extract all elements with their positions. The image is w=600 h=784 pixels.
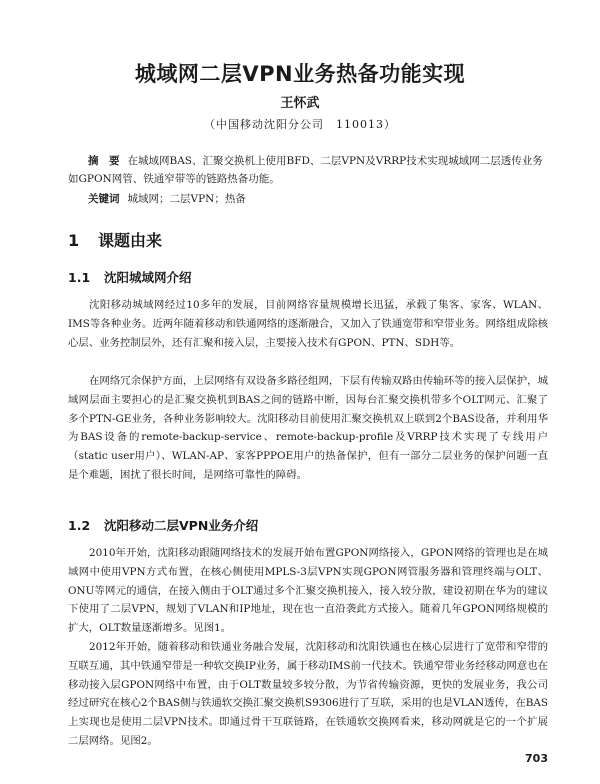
section-1-heading [68,228,162,251]
body-paragraph: 在网络冗余保护方面，上层网络有双设备多路径组网，下层有传输双路由传输环等的接入层保护，城域网层面主要担心的是汇聚交换机到BAS之间的链路中断，因每台汇聚交换机带多个OLT网元、汇聚了多个PTN-GE业务，各种业务影响较大。沈阳移动目前使用汇聚交换机双上联到2个BAS设备，并利用华为BAS设备的remote-backup-service、remote-backup-profile及VRRP技术实现了专线用户（static user用户）、WLAN-AP、家客PPPOE用户的热备保护，但有一部分二层业务的保护问题一直是个难题，困扰了很长时间，是网络可靠性的障碍。 [68,375,548,481]
abstract-text: 在城域网BAS、汇聚交换机上使用BFD、二层VPN及VRRP技术实现城域网二层透传业务如GPON网管、铁通窄带等的链路热备功能。 [68,155,543,185]
section-number: 1.1 [68,270,91,285]
keywords [88,190,548,208]
body-paragraph: 沈阳移动城域网经过10多年的发展，目前网络容量规模增长迅猛，承载了集客、家客、WLAN、IMS等各种业务。近两年随着移动和铁通网络的逐渐融合，又加入了铁通宽带和窄带业务。网络组成除核心层、业务控制层外，还有汇聚和接入层，主要接入技术有GPON、PTN、SDH等。 [68,299,548,349]
section-title: 沈阳城域网介绍 [104,270,192,285]
section-1-1-heading [68,268,192,286]
body-paragraph: 2012年开始，随着移动和铁通业务融合发展，沈阳移动和沈阳铁通也在核心层进行了宽带和窄带的互联互通，其中铁通窄带是一种软交换IP业务，属于移动IMS前一代技术。铁通窄带业务经移动网意也在移动接入层GPON网络中布置，由于OLT数量较多较分散，为节省传输资源，更快的发展业务，我公司经过研究在核心2个BAS侧与铁通软交换汇聚交换机S9306进行了互联，采用的也是VLAN透传，在BAS上实现也是使用二层VPN技术。即通过骨干互联链路，在铁通软交换网看来，移动网就是它的一个扩展二层网络。见图2。 [68,641,548,747]
section-title: 课题由来 [98,231,163,250]
section-title: 沈阳移动二层VPN业务介绍 [104,518,259,533]
abstract-label: 摘 要 [88,155,120,167]
body-paragraph: 2010年开始，沈阳移动跟随网络技术的发展开始布置GPON网络接入，GPON网络的管理也是在城域网中使用VPN方式布置，在核心侧使用MPLS-3层VPN实现GPON网管服务器和管理终端与OLT、ONU等网元的通信，在接入侧由于OLT通过多个汇聚交换机接入，接入较分散，建设初期在华为的建议下使用了二层VPN，规划了VLAN和IP地址，现在也一直沿袭此方式接入。随着几年GPON网络规模的扩大，OLT数量逐渐增多。见图1。 [68,547,548,635]
abstract [68,152,548,188]
author-name: 王怀武 [280,96,320,111]
section-number: 1.2 [68,518,91,533]
page-number: 703 [525,752,548,765]
keywords-label: 关键词 [88,193,120,205]
paper-title: 城域网二层VPN业务热备功能实现 [134,62,466,86]
author-affiliation: （中国移动沈阳分公司 110013） [204,118,396,131]
section-1-2-heading [68,516,258,534]
section-number: 1 [68,231,80,250]
keywords-text: 城域网；二层VPN；热备 [127,193,246,205]
